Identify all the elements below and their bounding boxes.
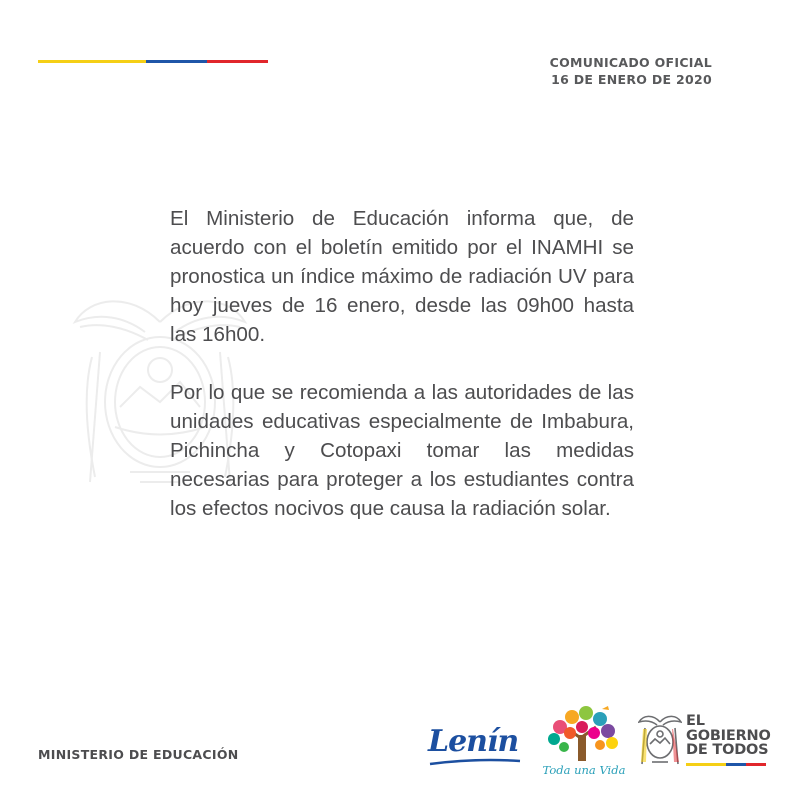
flag-color-bar (38, 60, 268, 63)
flag-blue-stripe (146, 60, 207, 63)
tree-of-life-icon (540, 705, 624, 763)
lenin-logo (428, 720, 524, 770)
flag-yellow-stripe (38, 60, 146, 63)
gob-flag-bar (686, 763, 766, 766)
communique-title: COMUNICADO OFICIAL (549, 55, 712, 70)
flag-red-stripe (207, 60, 268, 63)
coat-of-arms-icon (638, 712, 682, 770)
lenin-logo-text: Lenín (428, 724, 519, 759)
communique-date: 16 DE ENERO DE 2020 (551, 72, 712, 87)
communique-header (550, 54, 712, 88)
toda-una-vida-logo (540, 705, 624, 783)
gobierno-de-todos-logo (638, 712, 778, 772)
gob-flag-blue (726, 763, 746, 766)
toda-una-vida-caption: Toda una Vida (542, 763, 626, 777)
lenin-underline-icon (428, 756, 524, 768)
paragraph-recommendation: Por lo que se recomienda a las autoridades de las unidades educativas especialmente de Imbabura, Pichincha y Cotopaxi tomar las medidas necesarias para proteger a los estudiantes contra los efectos nocivos que causa la radiación solar. (170, 381, 634, 520)
gobierno-de-todos-text (686, 714, 771, 758)
gob-line-3: DE TODOS (686, 742, 769, 758)
communique-body (170, 204, 634, 552)
gob-flag-yellow (686, 763, 726, 766)
gob-line-1: EL (686, 713, 705, 729)
paragraph-forecast: El Ministerio de Educación informa que, de acuerdo con el boletín emitido por el INAMHI se pronostica un índice máximo de radiación UV para hoy jueves de 16 enero, desde las 09h00 hasta las 16h00. (170, 207, 634, 346)
ministry-name: MINISTERIO DE EDUCACIÓN (38, 747, 239, 762)
gob-flag-red (746, 763, 766, 766)
gob-line-2: GOBIERNO (686, 727, 771, 744)
